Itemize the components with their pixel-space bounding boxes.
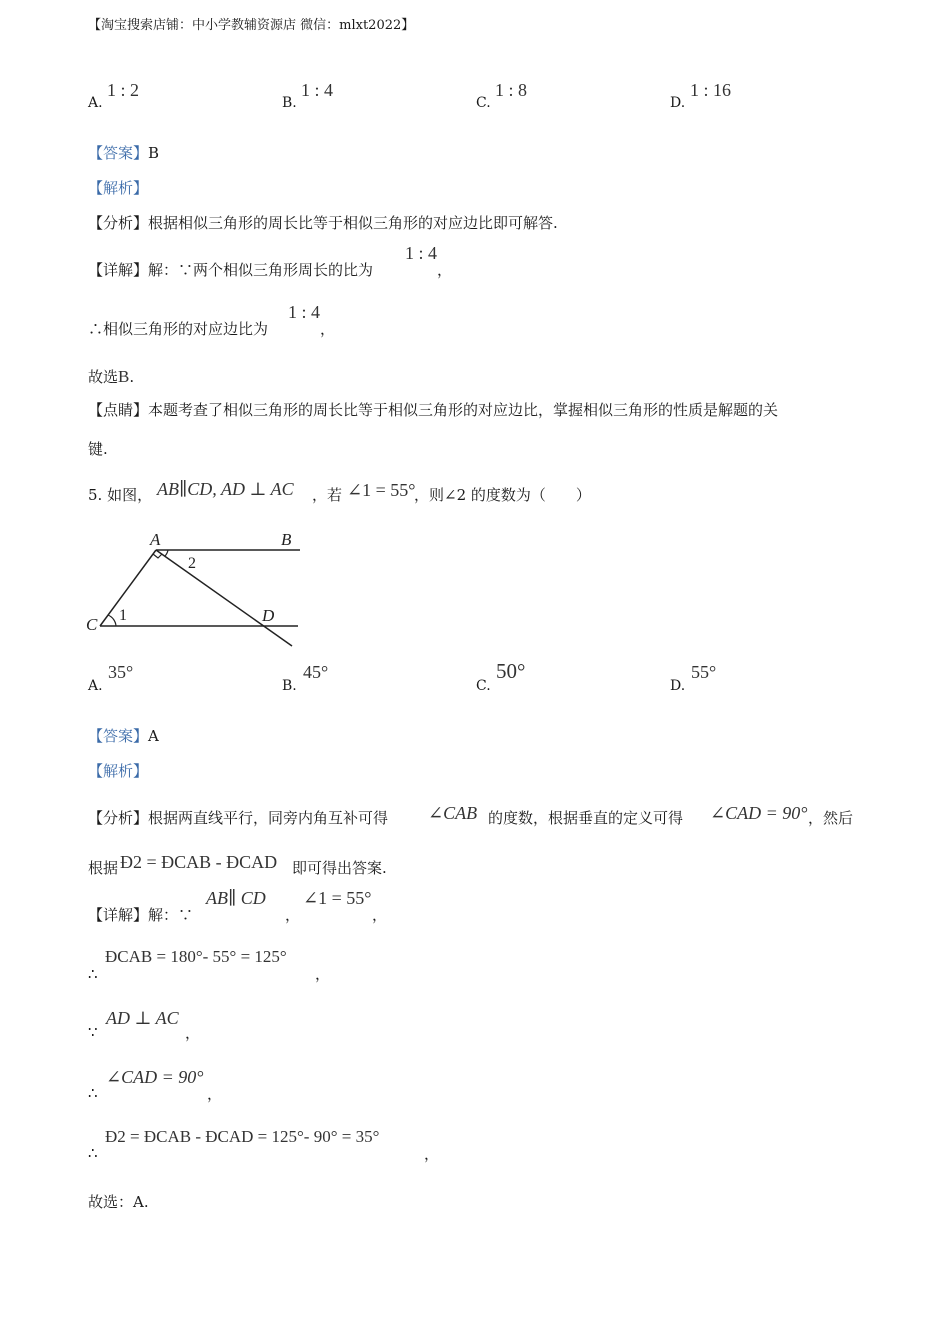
q4-detail-ratio: 1 : 4 bbox=[405, 243, 438, 263]
q4-option-c-letter: C. bbox=[476, 95, 491, 111]
label-c: C bbox=[86, 615, 98, 634]
q5-detail-prefix: 【详解】解：∵ bbox=[88, 906, 194, 924]
q5-fenxi-angle: ∠CAB bbox=[428, 803, 478, 823]
page-header: 【淘宝搜索店铺：中小学教辅资源店 微信：mlxt2022】 bbox=[88, 18, 415, 33]
q5-fenxi2-eq: Ð2 = ÐCAB - ÐCAD bbox=[120, 852, 278, 872]
step3-symbol: ∴ bbox=[88, 1084, 98, 1102]
q4-analysis-tag: 【解析】 bbox=[88, 179, 149, 197]
q5-option-d-value: 55° bbox=[691, 662, 717, 682]
q5-stem-angle: ∠1 = 55° bbox=[347, 480, 416, 500]
step2-equation: AD ⊥ AC bbox=[106, 1008, 179, 1028]
step4-symbol: ∴ bbox=[88, 1144, 98, 1162]
q4-therefore-end: ， bbox=[320, 320, 336, 338]
q5-detail-mid: ， bbox=[285, 906, 301, 924]
choose-prefix: 故选 bbox=[88, 368, 119, 386]
q4-option-c-value: 1 : 8 bbox=[495, 80, 528, 100]
q5-fenxi-a: 【分析】根据两直线平行，同旁内角互补可得 bbox=[88, 809, 389, 827]
q5-option-d-letter: D. bbox=[670, 678, 686, 694]
q4-therefore: ∴相似三角形的对应边比为 bbox=[88, 320, 269, 338]
q5-fenxi2-b: 即可得出答案. bbox=[292, 859, 387, 877]
right-angle-mark bbox=[153, 554, 162, 558]
q5-choose: 故选：A. bbox=[88, 1193, 149, 1211]
q4-therefore-ratio: 1 : 4 bbox=[288, 302, 321, 322]
q4-option-d-value: 1 : 16 bbox=[690, 80, 732, 100]
q5-option-b-letter: B. bbox=[282, 678, 297, 694]
angle-1-arc bbox=[108, 615, 116, 626]
q5-stem-prefix: 5. 如图， bbox=[88, 486, 153, 504]
q5-option-a-value: 35° bbox=[108, 662, 134, 682]
choose-end: . bbox=[129, 368, 135, 386]
label-angle-2: 2 bbox=[188, 555, 196, 572]
q4-option-a-letter: A. bbox=[88, 95, 103, 111]
q5-analysis-tag: 【解析】 bbox=[88, 762, 149, 780]
step2-end: ， bbox=[185, 1024, 201, 1042]
q4-option-b-letter: B. bbox=[282, 95, 297, 111]
q4-dianjing-line2: 键. bbox=[88, 440, 108, 458]
q5-fenxi2-a: 根据 bbox=[88, 859, 119, 877]
q5-option-a-letter: A. bbox=[88, 678, 103, 694]
q5-fenxi-b: 的度数，根据垂直的定义可得 bbox=[488, 809, 684, 827]
line-ad bbox=[156, 550, 292, 646]
q5-answer bbox=[88, 725, 159, 746]
step3-equation: ∠CAD = 90° bbox=[106, 1067, 204, 1087]
answer-value: A bbox=[148, 727, 159, 745]
q4-answer bbox=[88, 142, 159, 163]
step4-end: ， bbox=[424, 1145, 440, 1163]
q5-detail-par: AB∥ CD bbox=[206, 888, 266, 908]
answer-value: B bbox=[148, 144, 160, 162]
geometry-figure bbox=[84, 526, 304, 652]
step3-end: ， bbox=[207, 1085, 223, 1103]
q4-detail-end: ， bbox=[437, 261, 453, 279]
q4-option-b-value: 1 : 4 bbox=[301, 80, 334, 100]
q5-option-b-value: 45° bbox=[303, 662, 329, 682]
q4-fenxi: 【分析】根据相似三角形的周长比等于相似三角形的对应边比即可解答. bbox=[88, 214, 558, 232]
q5-stem-mid: ，若 bbox=[312, 486, 343, 504]
q4-choose bbox=[88, 366, 134, 387]
q5-option-c-letter: C. bbox=[476, 678, 491, 694]
q4-option-d-letter: D. bbox=[670, 95, 686, 111]
label-d: D bbox=[262, 606, 275, 625]
label-angle-1: 1 bbox=[119, 607, 127, 624]
q5-detail-end: ， bbox=[372, 906, 388, 924]
q5-fenxi-c: ，然后 bbox=[808, 809, 854, 827]
q4-detail-text: 【详解】解：∵两个相似三角形周长的比为 bbox=[88, 261, 374, 279]
choose-letter: B bbox=[118, 367, 130, 386]
q5-fenxi-eq: ∠CAD = 90° bbox=[710, 803, 808, 823]
q5-stem-math: AB∥CD, AD ⊥ AC bbox=[157, 479, 294, 499]
step1-equation: ÐCAB = 180°- 55° = 125° bbox=[105, 947, 287, 966]
q5-detail-angle: ∠1 = 55° bbox=[303, 888, 372, 908]
step1-symbol: ∴ bbox=[88, 965, 98, 983]
step4-equation: Ð2 = ÐCAB - ÐCAD = 125°- 90° = 35° bbox=[105, 1127, 380, 1146]
step1-end: ， bbox=[315, 965, 331, 983]
q4-option-a-value: 1 : 2 bbox=[107, 80, 140, 100]
step2-symbol: ∵ bbox=[88, 1023, 98, 1041]
answer-tag: 【答案】 bbox=[88, 727, 149, 745]
q4-dianjing-line1: 【点睛】本题考查了相似三角形的周长比等于相似三角形的对应边比，掌握相似三角形的性质是解题的关 bbox=[88, 401, 779, 419]
label-a: A bbox=[150, 530, 161, 549]
q5-option-c-value: 50° bbox=[496, 659, 526, 683]
q5-stem-end: ，则∠2 的度数为（ ） bbox=[414, 486, 591, 504]
q4-detail bbox=[88, 259, 373, 280]
answer-tag: 【答案】 bbox=[88, 144, 149, 162]
label-b: B bbox=[281, 530, 292, 549]
angle-2-arc bbox=[165, 550, 168, 556]
